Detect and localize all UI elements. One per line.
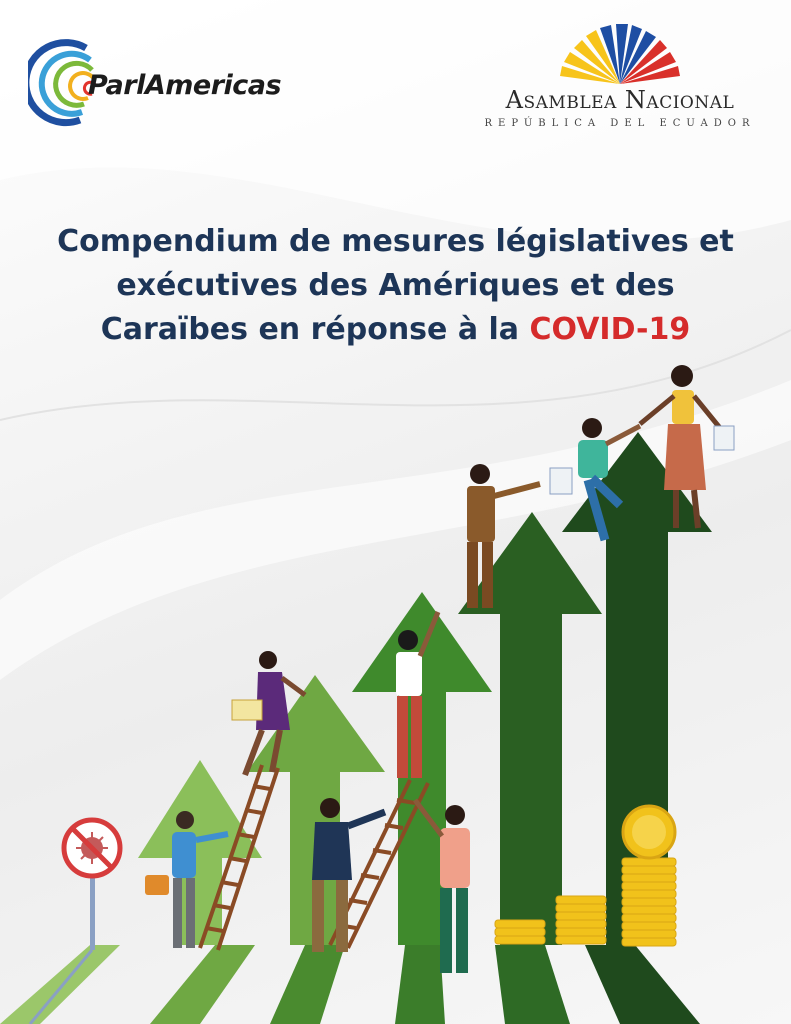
- road-stripes: [0, 945, 700, 1024]
- title-covid-highlight: COVID-19: [529, 312, 691, 347]
- title-line-2: exécutives des Amériques et des: [116, 268, 675, 303]
- parlamericas-logo: [28, 38, 348, 128]
- asamblea-nacional-logo: [470, 22, 770, 137]
- growth-arrows-illustration: [0, 360, 791, 1024]
- arrow-1: [138, 760, 262, 945]
- asamblea-subtitle: REPÚBLICA DEL ECUADOR: [484, 118, 756, 129]
- parlamericas-wordmark: ParlAmericas: [88, 70, 282, 101]
- title-line-3: Caraïbes en réponse à la: [100, 312, 520, 347]
- title-line-1: Compendium de mesures législatives et: [57, 224, 734, 259]
- document-title: [20, 220, 771, 352]
- asamblea-name: Asamblea Nacional: [505, 86, 735, 114]
- briefcase-icon: [145, 875, 169, 895]
- arrow-4: [458, 512, 602, 945]
- asamblea-sunburst-icon: [550, 22, 690, 86]
